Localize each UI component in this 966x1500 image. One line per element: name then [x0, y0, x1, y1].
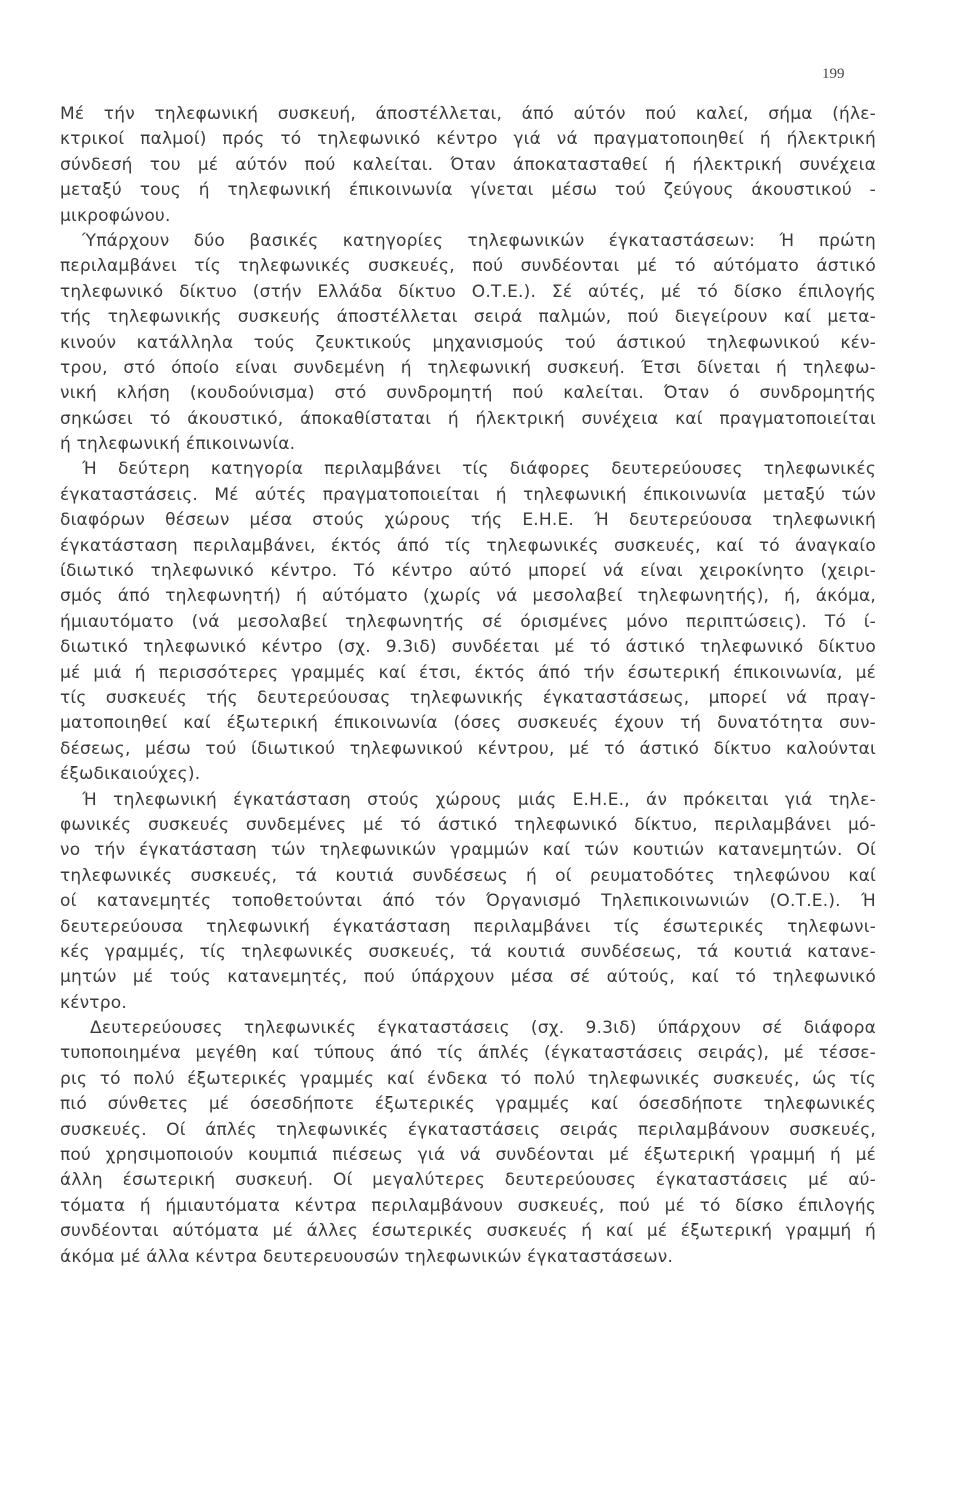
text-line: τόματα ή ήμιαυτόματα κέντρα περιλαμβάνουν συσκευές, πού μέ τό δίσκο έπιλογής	[60, 1195, 876, 1216]
text-line: κέντρο.	[60, 992, 127, 1013]
text-line: Ή τηλεφωνική έγκατάσταση στούς χώρους μιάς Ε.Η.Ε., άν πρόκειται γιά τηλε-	[82, 789, 876, 810]
text-line: Ύπάρχουν δύο βασικές κατηγορίες τηλεφωνικών έγκαταστάσεων: Ή πρώτη	[82, 230, 876, 251]
text-line: φωνικές συσκευές συνδεμένες μέ τό άστικό τηλεφωνικό δίκτυο, περιλαμβάνει μό-	[60, 814, 876, 835]
text-line: τής τηλεφωνικής συσκευής άποστέλλεται σειρά παλμών, πού διεγείρουν καί μετα-	[60, 307, 876, 328]
text-line: Ή δεύτερη κατηγορία περιλαμβάνει τίς διάφορες δευτερεύουσες τηλεφωνικές	[82, 459, 876, 480]
text-line: σύνδεσή του μέ αύτόν πού καλείται. Όταν άποκατασταθεί ή ήλεκτρική συνέχεια	[60, 154, 876, 175]
text-line: μεταξύ τους ή τηλεφωνική έπικοινωνία γίνεται μέσω τού ζεύγους άκουστικού -	[60, 180, 876, 201]
page-number: 199	[822, 66, 845, 82]
text-line: ματοποιηθεί καί έξωτερική έπικοινωνία (όσες συσκευές έχουν τή δυνατότητα συν-	[60, 713, 876, 734]
paragraph	[60, 102, 876, 229]
text-line: άκόμα μέ άλλα κέντρα δευτερευουσών τηλεφωνικών έγκαταστάσεων.	[60, 1246, 674, 1267]
text-line: τυποποιημένα μεγέθη καί τύπους άπό τίς άπλές (έγκαταστάσεις σειράς), μέ τέσσε-	[60, 1043, 876, 1064]
text-line: τίς συσκευές τής δευτερεύουσας τηλεφωνικής έγκαταστάσεως, μπορεί νά πραγ-	[60, 687, 876, 708]
text-line: διωτικό τηλεφωνικό κέντρο (σχ. 9.3ιδ) συνδέεται μέ τό άστικό τηλεφωνικό δίκτυο	[60, 637, 876, 658]
text-line: ήμιαυτόματο (νά μεσολαβεί τηλεφωνητής σέ όρισμένες μόνο περιπτώσεις). Τό ί-	[60, 611, 876, 632]
text-line: διαφόρων θέσεων μέσα στούς χώρους τής Ε.Η.Ε. Ή δευτερεύουσα τηλεφωνική	[60, 510, 876, 531]
text-line: νο τήν έγκατάσταση τών τηλεφωνικών γραμμών καί τών κουτιών κατανεμητών. Οί	[60, 840, 876, 861]
text-line: μέ μιά ή περισσότερες γραμμές καί έτσι, έκτός άπό τήν έσωτερική έπικοινωνία, μέ	[60, 662, 876, 683]
text-line: πιό σύνθετες μέ όσεσδήποτε έξωτερικές γραμμές καί όσεσδήποτε τηλεφωνικές	[60, 1094, 876, 1115]
text-line: συσκευές. Οί άπλές τηλεφωνικές έγκαταστάσεις σειράς περιλαμβάνουν συσκευές,	[60, 1119, 876, 1140]
text-line: τηλεφωνικές συσκευές, τά κουτιά συνδέσεως ή οί ρευματοδότες τηλεφώνου καί	[60, 865, 876, 886]
text-line: κές γραμμές, τίς τηλεφωνικές συσκευές, τά κουτιά συνδέσεως, τά κουτιά κατανε-	[60, 941, 876, 962]
text-line: μικροφώνου.	[60, 205, 171, 226]
paragraph	[60, 457, 876, 787]
text-line: δευτερεύουσα τηλεφωνική έγκατάσταση περιλαμβάνει τίς έσωτερικές τηλεφωνι-	[60, 916, 876, 937]
text-line: οί κατανεμητές τοποθετούνται άπό τόν Όργανισμό Τηλεπικοινωνιών (Ο.Τ.Ε.). Ή	[60, 891, 876, 912]
text-line: σμός άπό τηλεφωνητή) ή αύτόματο (χωρίς νά μεσολαβεί τηλεφωνητής), ή, άκόμα,	[60, 586, 876, 607]
text-line: μητών μέ τούς κατανεμητές, πού ύπάρχουν μέσα σέ αύτούς, καί τό τηλεφωνικό	[60, 967, 876, 988]
text-line: συνδέονται αύτόματα μέ άλλες έσωτερικές συσκευές ή καί μέ έξωτερική γραμμή ή	[60, 1221, 876, 1242]
text-line: πού χρησιμοποιούν κουμπιά πιέσεως γιά νά συνδέονται μέ έξωτερική γραμμή ή μέ	[60, 1145, 876, 1166]
text-line: κινούν κατάλληλα τούς ζευκτικούς μηχανισμούς τού άστικού τηλεφωνικού κέν-	[60, 332, 876, 353]
paragraph	[60, 788, 876, 1017]
text-line: έγκαταστάσεις. Μέ αύτές πραγματοποιείται ή τηλεφωνική έπικοινωνία μεταξύ τών	[60, 484, 876, 505]
text-line: ίδιωτικό τηλεφωνικό κέντρο. Τό κέντρο αύτό μπορεί νά είναι χειροκίνητο (χειρι-	[60, 561, 876, 582]
text-line: κτρικοί παλμοί) πρός τό τηλεφωνικό κέντρο γιά νά πραγματοποιηθεί ή ήλεκτρική	[60, 129, 876, 150]
text-line: ή τηλεφωνική έπικοινωνία.	[60, 434, 296, 455]
text-line: έγκατάσταση περιλαμβάνει, έκτός άπό τίς τηλεφωνικές συσκευές, καί τό άναγκαίο	[60, 535, 876, 556]
text-line: σηκώσει τό άκουστικό, άποκαθίσταται ή ήλεκτρική συνέχεια καί πραγματοποιείται	[60, 408, 876, 429]
text-line: τηλεφωνικό δίκτυο (στήν Ελλάδα δίκτυο Ο.Τ.Ε.). Σέ αύτές, μέ τό δίσκο έπιλογής	[60, 281, 876, 302]
text-line: δέσεως, μέσω τού ίδιωτικού τηλεφωνικού κέντρου, μέ τό άστικό δίκτυο καλούνται	[60, 738, 876, 759]
paragraph	[60, 229, 876, 458]
text-line: έξωδικαιούχες).	[60, 764, 201, 785]
text-line: νική κλήση (κουδούνισμα) στό συνδρομητή πού καλείται. Όταν ό συνδρομητής	[60, 383, 876, 404]
body-text	[60, 102, 876, 1270]
text-line: άλλη έσωτερική συσκευή. Οί μεγαλύτερες δευτερεύουσες έγκαταστάσεις μέ αύ-	[60, 1170, 876, 1191]
text-line: ρις τό πολύ έξωτερικές γραμμές καί ένδεκα τό πολύ τηλεφωνικές συσκευές, ώς τίς	[60, 1068, 876, 1089]
text-line: τρου, στό όποίο είναι συνδεμένη ή τηλεφωνική συσκευή. Έτσι δίνεται ή τηλεφω-	[60, 357, 876, 378]
paragraph	[60, 1016, 876, 1270]
text-line: περιλαμβάνει τίς τηλεφωνικές συσκευές, πού συνδέονται μέ τό αύτόματο άστικό	[60, 256, 876, 277]
text-line: Μέ τήν τηλεφωνική συσκευή, άποστέλλεται, άπό αύτόν πού καλεί, σήμα (ήλε-	[60, 104, 876, 124]
text-line: Δευτερεύουσες τηλεφωνικές έγκαταστάσεις (σχ. 9.3ιδ) ύπάρχουν σέ διάφορα	[90, 1018, 876, 1039]
